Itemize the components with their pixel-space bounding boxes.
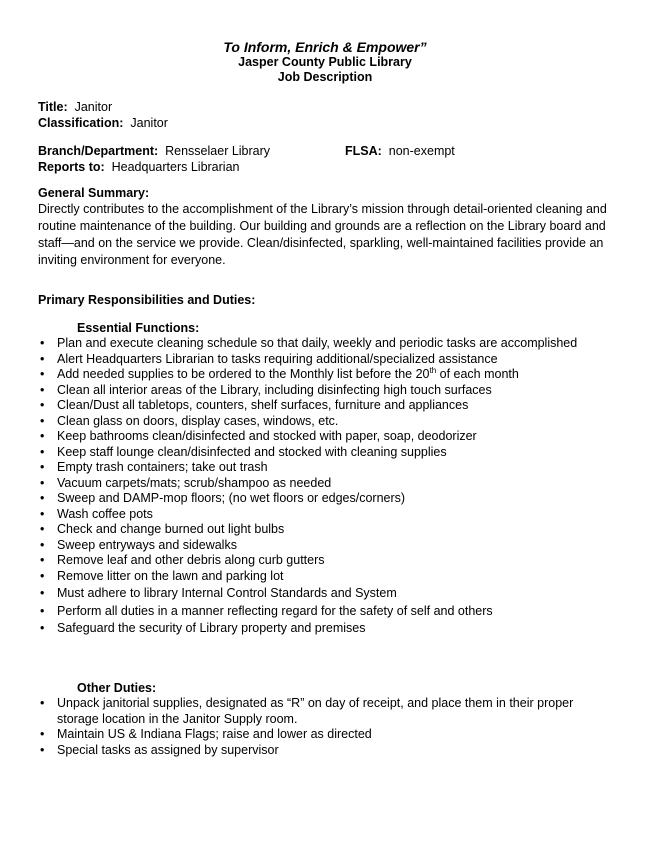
classification-value: Janitor <box>130 116 168 130</box>
branch-label: Branch/Department <box>38 144 154 158</box>
library-motto: To Inform, Enrich & Empower” <box>223 39 427 55</box>
library-name: Jasper County Public Library <box>238 55 412 69</box>
branch-value: Rensselaer Library <box>165 144 271 158</box>
list-item: • Clean/Dust all tabletops, counters, shelf surfaces, furniture and appliances <box>38 398 598 414</box>
essential-functions-section <box>38 320 598 639</box>
essential-functions-heading: Essential Functions: <box>77 321 200 335</box>
list-item: • Remove leaf and other debris along curb gutters <box>38 553 598 569</box>
list-item: • Clean all interior areas of the Library, including disinfecting high touch surfaces <box>38 383 598 399</box>
list-item: • Clean glass on doors, display cases, windows, etc. <box>38 414 598 430</box>
title-value: Janitor <box>74 100 113 114</box>
list-item: • Check and change burned out light bulbs <box>38 522 598 538</box>
flsa-field: FLSA: non-exempt <box>345 144 455 158</box>
reports-to-field: Reports to: Headquarters Librarian <box>38 160 240 174</box>
reports-to-value: Headquarters Librarian <box>111 160 240 174</box>
branch-field: Branch/Department: Rensselaer Library <box>38 144 271 158</box>
list-item: • Wash coffee pots <box>38 507 598 523</box>
title-label: Title <box>38 100 64 114</box>
reports-to-label: Reports to <box>38 160 101 174</box>
responsibilities-heading: Primary Responsibilities and Duties: <box>38 293 256 307</box>
list-item: • Empty trash containers; take out trash <box>38 460 598 476</box>
list-item: • Maintain US & Indiana Flags; raise and lower as directed <box>38 727 598 743</box>
list-item: • Special tasks as assigned by supervisor <box>38 743 598 759</box>
list-item: • Sweep entryways and sidewalks <box>38 538 598 554</box>
flsa-label: FLSA <box>345 144 378 158</box>
other-duties-heading: Other Duties: <box>77 681 157 695</box>
list-item: • Remove litter on the lawn and parking lot <box>38 569 598 585</box>
list-item: • Keep staff lounge clean/disinfected and stocked with cleaning supplies <box>38 445 598 461</box>
list-item: • Sweep and DAMP-mop floors; (no wet floors or edges/corners) <box>38 491 598 507</box>
document-type: Job Description <box>277 70 373 84</box>
other-duties-section <box>38 680 598 758</box>
classification-field: Classification: Janitor <box>38 116 168 130</box>
list-item: • Plan and execute cleaning schedule so that daily, weekly and periodic tasks are accomplished <box>38 336 598 352</box>
title-field: Title: Janitor <box>38 100 113 114</box>
general-summary-text: Directly contributes to the accomplishment of the Library’s mission through detail-oriented cleaning and routine maintenance of the building. Our building and grounds are a reflection on the Library board and staff—and on the service we provide. Clean/disinfected, sparkling, well-maintained facilities provide an inviting environment for everyone. <box>38 202 607 267</box>
list-item: • Alert Headquarters Librarian to tasks requiring additional/specialized assistance <box>38 352 598 368</box>
list-item: • Add needed supplies to be ordered to the Monthly list before the 20th of each month <box>38 367 598 383</box>
list-item: • Unpack janitorial supplies, designated as “R” on day of receipt, and place them in their proper storage location in the Janitor Supply room. <box>38 696 598 727</box>
other-duties-list <box>38 696 598 758</box>
title-block <box>38 99 618 131</box>
document-header <box>0 39 650 85</box>
essential-functions-list <box>38 336 598 637</box>
general-summary-section <box>38 185 618 269</box>
list-item: • Vacuum carpets/mats; scrub/shampoo as needed <box>38 476 598 492</box>
classification-label: Classification <box>38 116 120 130</box>
department-block <box>38 143 618 175</box>
list-item: • Must adhere to library Internal Control Standards and System <box>38 586 598 602</box>
list-item: • Perform all duties in a manner reflecting regard for the safety of self and others <box>38 604 598 620</box>
list-item: • Safeguard the security of Library property and premises <box>38 621 598 637</box>
general-summary-heading: General Summary: <box>38 186 150 200</box>
flsa-value: non-exempt <box>388 144 455 158</box>
list-item: • Keep bathrooms clean/disinfected and stocked with paper, soap, deodorizer <box>38 429 598 445</box>
responsibilities-section <box>38 292 618 308</box>
branch-row <box>38 143 618 159</box>
